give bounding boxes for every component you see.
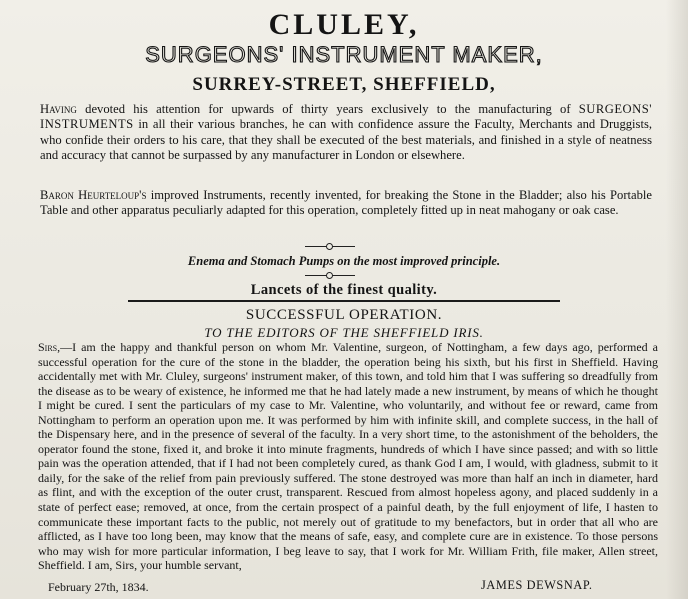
intro-paragraph [40, 102, 652, 164]
section-rule [128, 300, 560, 302]
testimonial-heading: SUCCESSFUL OPERATION. [245, 307, 443, 323]
intro-emphasis: SURGEONS' INSTRUMENTS [40, 102, 652, 132]
letter-signature: JAMES DEWSNAP. [481, 578, 593, 592]
baron-text: improved Instruments, recently invented, for breaking the Stone in the Bladder; also his Portable Table and other apparatus peculiarly adapted for this operation, completely fitted up in neat mahogany or oak case. [40, 188, 652, 218]
ornament-divider [305, 275, 355, 276]
trade-subtitle: SURGEONS' INSTRUMENT MAKER, [145, 42, 543, 67]
enema-notice: Enema and Stomach Pumps on the most improved principle. [187, 254, 501, 268]
letter-date: February 27th, 1834. [48, 580, 149, 594]
business-address: SURREY-STREET, SHEFFIELD, [192, 74, 496, 95]
letter-body: —I am the happy and thankful person on whom Mr. Valentine, surgeon, of Nottingham, a few days ago, performed a successful operation for the cure of the stone in the bladder, the operation being his sixth, but his first in Sheffield. Having accidentally met with Mr. Cluley, surgeons' instrument maker, of this town, and told him that I was suffering so dreadfully from the disease as to be weary of existence, he informed me that he had lately made a new instrument, by means of which he thought I might be cured. I sent the particulars of my case to Mr. Valentine, who voluntarily, and without fee or reward, came from Nottingham to perform an operation upon me. It was performed by him with infinite skill, and complete success, in the hall of the Dispensary here, and in the presence of several of the faculty. In a very short time, to the astonishment of the beholders, the operator found the stone, fixed it, and broke it into minute fragments, hundreds of which I have since passed; and with so little pain was the operation attended, that if I had not been completely cured, as thank God I am, I would, with gladness, submit to it daily, for the sake of the relief from pain previously suffered. The stone destroyed was more than half an inch in diameter, hard as flint, and with the exception of the outer crust, transparent. Rescued from almost hopeless agony, and placed suddenly in a state of perfect ease; removed, at once, from the certain prospect of a painful death, by the full enjoyment of life, I hasten to communicate these important facts to the public, not merely out of gratitude to my benefactors, but in order that all who are afflicted, as I have too long been, may know that the means of safe, easy, and complete cure are in existence. To those persons who may wish for more particular information, I beg leave to say, that I work for Mr. William Frith, file maker, Allen street, Sheffield. I am, Sirs, your humble servant, [38, 340, 658, 573]
testimonial-addressee: TO THE EDITORS OF THE SHEFFIELD IRIS. [204, 325, 484, 340]
letter-salutation: Sirs, [38, 340, 61, 354]
business-name: CLULEY, [268, 8, 420, 41]
baron-lead: Baron Heurteloup's [40, 188, 147, 202]
baron-paragraph [40, 188, 652, 219]
intro-lead-word: Having [40, 102, 77, 116]
intro-text-2: in all their various branches, he can with confidence assure the Faculty, Merchants and Druggists, who confide their orders to his care, that they shall be executed of the best materials, and finished in a style of neatness and accuracy that cannot be surpassed by any manufacturer in London or elsewhere. [40, 117, 652, 163]
testimonial-letter [38, 340, 658, 573]
intro-text-1: devoted his attention for upwards of thirty years exclusively to the manufacturing of [76, 102, 579, 116]
ornament-divider [305, 246, 355, 247]
lancets-notice: Lancets of the finest quality. [250, 282, 438, 298]
